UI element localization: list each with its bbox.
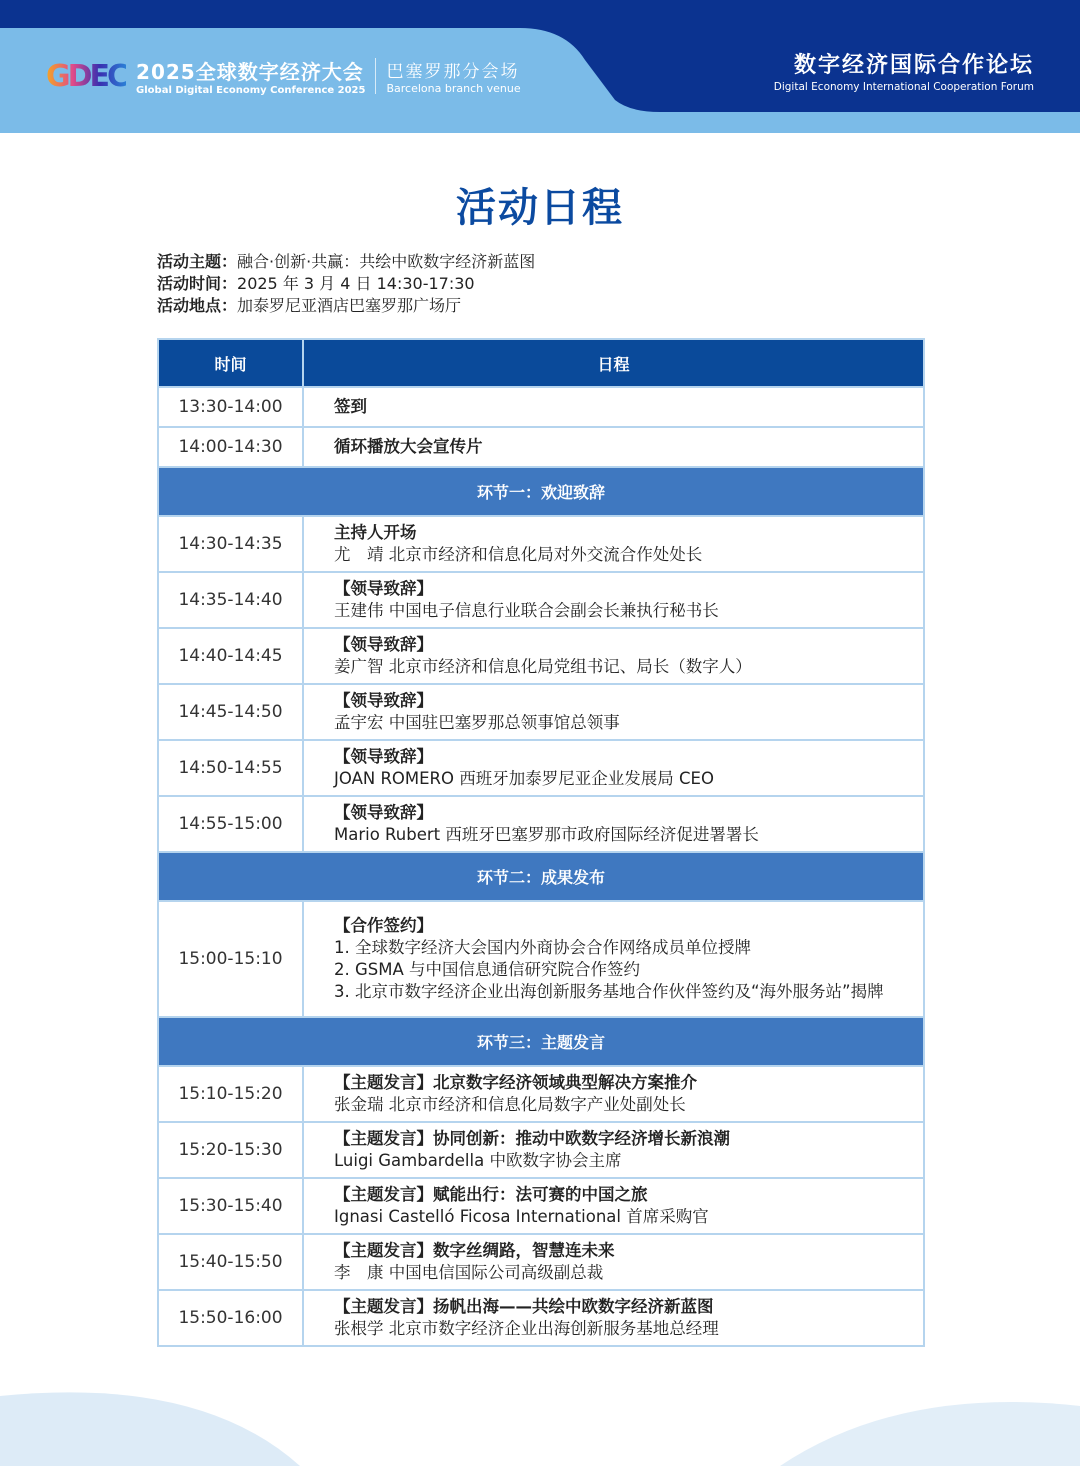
section-title: 环节二：成果发布	[158, 852, 924, 901]
section-row	[158, 1017, 924, 1066]
event-info	[157, 251, 535, 317]
program-cell	[303, 901, 924, 1017]
venue-en: Barcelona branch venue	[386, 82, 521, 95]
program-line: 1. 全球数字经济大会国内外商协会合作网络成员单位授牌	[334, 938, 751, 957]
table-row	[158, 1234, 924, 1290]
program-cell	[303, 572, 924, 628]
table-row	[158, 740, 924, 796]
program-line: 【领导致辞】	[334, 803, 433, 822]
program-line: 王建伟 中国电子信息行业联合会副会长兼执行秘书长	[334, 601, 719, 620]
header-program: 日程	[303, 339, 924, 387]
info-value: 2025 年 3 月 4 日 14:30-17:30	[237, 274, 475, 293]
header-banner	[0, 0, 1080, 133]
table-row	[158, 1066, 924, 1122]
page-title: 活动日程	[456, 185, 624, 231]
decorative-wave	[0, 1376, 1080, 1466]
program-line: 3. 北京市数字经济企业出海创新服务基地合作伙伴签约及“海外服务站”揭牌	[334, 982, 884, 1001]
section-row	[158, 467, 924, 516]
table-row	[158, 516, 924, 572]
table-row	[158, 1122, 924, 1178]
table-row	[158, 796, 924, 852]
time-cell: 15:00-15:10	[158, 901, 303, 1017]
venue-cn: 巴塞罗那分会场	[386, 62, 520, 82]
info-label: 活动地点：	[157, 296, 238, 315]
program-cell	[303, 387, 924, 427]
program-line: 张金瑞 北京市经济和信息化局数字产业处副处长	[334, 1095, 686, 1114]
forum-name-en: Digital Economy International Cooperation Forum	[773, 81, 1034, 93]
conference-logo	[46, 56, 521, 96]
time-cell: 15:20-15:30	[158, 1122, 303, 1178]
time-cell: 14:30-14:35	[158, 516, 303, 572]
info-value: 加泰罗尼亚酒店巴塞罗那广场厅	[237, 296, 462, 315]
table-row	[158, 901, 924, 1017]
section-title: 环节一：欢迎致辞	[158, 467, 924, 516]
gdec-logo: GDEC	[46, 58, 127, 94]
time-cell: 15:50-16:00	[158, 1290, 303, 1346]
program-line: 姜广智 北京市经济和信息化局党组书记、局长（数字人）	[334, 657, 752, 676]
program-line: 2. GSMA 与中国信息通信研究院合作签约	[334, 960, 641, 979]
program-line: Mario Rubert 西班牙巴塞罗那市政府国际经济促进署署长	[334, 825, 759, 844]
program-line: 主持人开场	[334, 523, 417, 542]
schedule-table	[157, 338, 925, 1347]
table-row	[158, 572, 924, 628]
program-line: 【主题发言】协同创新：推动中欧数字经济增长新浪潮	[334, 1129, 730, 1148]
program-line: 【主题发言】数字丝绸路，智慧连未来	[334, 1241, 615, 1260]
program-line: 张根学 北京市数字经济企业出海创新服务基地总经理	[334, 1319, 719, 1338]
program-line: Ignasi Castelló Ficosa International 首席采购官	[334, 1207, 709, 1226]
program-cell	[303, 427, 924, 467]
program-line: 【主题发言】扬帆出海——共绘中欧数字经济新蓝图	[334, 1297, 714, 1316]
info-label: 活动时间：	[157, 274, 238, 293]
program-line: 李 康 中国电信国际公司高级副总裁	[334, 1263, 604, 1282]
table-row	[158, 1290, 924, 1346]
program-cell	[303, 740, 924, 796]
program-cell	[303, 1290, 924, 1346]
header-time: 时间	[158, 339, 303, 387]
conference-name-en: Global Digital Economy Conference 2025	[136, 85, 366, 96]
time-cell: 14:40-14:45	[158, 628, 303, 684]
time-cell: 14:55-15:00	[158, 796, 303, 852]
time-cell: 15:10-15:20	[158, 1066, 303, 1122]
program-line: Luigi Gambardella 中欧数字协会主席	[334, 1151, 622, 1170]
program-line: 尤 靖 北京市经济和信息化局对外交流合作处处长	[334, 545, 703, 564]
section-row	[158, 852, 924, 901]
program-line: 【领导致辞】	[334, 747, 433, 766]
info-line	[157, 251, 535, 273]
time-cell: 14:45-14:50	[158, 684, 303, 740]
forum-title	[774, 48, 1034, 93]
info-label: 活动主题：	[157, 252, 238, 271]
program-cell	[303, 1066, 924, 1122]
time-cell: 15:30-15:40	[158, 1178, 303, 1234]
info-line	[157, 273, 535, 295]
program-line: 孟宇宏 中国驻巴塞罗那总领事馆总领事	[334, 713, 620, 732]
program-line: 【领导致辞】	[334, 691, 433, 710]
program-line: 【主题发言】赋能出行：法可赛的中国之旅	[334, 1185, 648, 1204]
time-cell: 14:00-14:30	[158, 427, 303, 467]
time-cell: 15:40-15:50	[158, 1234, 303, 1290]
table-row	[158, 684, 924, 740]
table-row	[158, 387, 924, 427]
program-line: 【合作签约】	[334, 916, 433, 935]
program-cell	[303, 1178, 924, 1234]
table-row	[158, 427, 924, 467]
conference-name-cn: 2025全球数字经济大会	[136, 60, 364, 84]
time-cell: 14:35-14:40	[158, 572, 303, 628]
program-cell	[303, 796, 924, 852]
program-line: 循环播放大会宣传片	[334, 437, 483, 456]
program-line: 签到	[334, 397, 367, 416]
divider	[375, 58, 376, 94]
time-cell: 14:50-14:55	[158, 740, 303, 796]
program-cell	[303, 628, 924, 684]
program-line: 【主题发言】北京数字经济领域典型解决方案推介	[334, 1073, 697, 1092]
section-title: 环节三：主题发言	[158, 1017, 924, 1066]
program-line: 【领导致辞】	[334, 579, 433, 598]
program-line: 【领导致辞】	[334, 635, 433, 654]
time-cell: 13:30-14:00	[158, 387, 303, 427]
info-value: 融合·创新·共赢：共绘中欧数字经济新蓝图	[237, 252, 536, 271]
table-row	[158, 628, 924, 684]
program-cell	[303, 1234, 924, 1290]
table-row	[158, 1178, 924, 1234]
program-line: JOAN ROMERO 西班牙加泰罗尼亚企业发展局 CEO	[334, 769, 714, 788]
program-cell	[303, 684, 924, 740]
forum-name-cn: 数字经济国际合作论坛	[793, 53, 1034, 78]
info-line	[157, 295, 535, 317]
program-cell	[303, 1122, 924, 1178]
program-cell	[303, 516, 924, 572]
